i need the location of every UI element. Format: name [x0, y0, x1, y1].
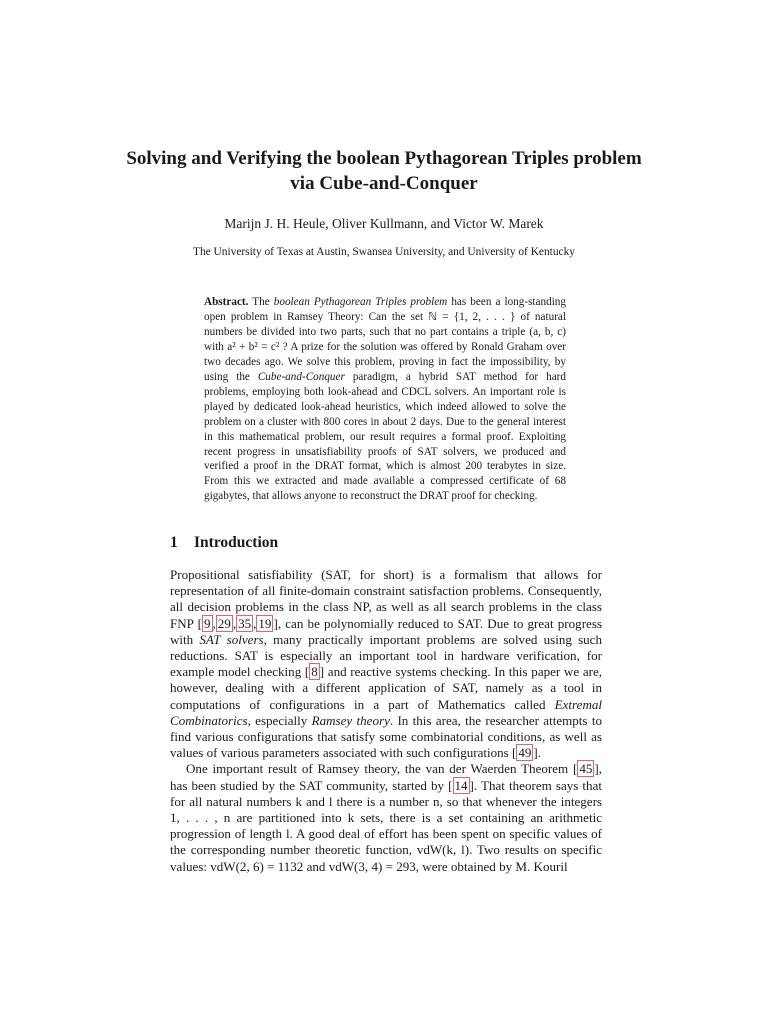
abstract-label: Abstract.: [204, 296, 249, 308]
section-number: 1: [170, 534, 178, 551]
citation-link[interactable]: 35: [238, 615, 252, 631]
citation-link[interactable]: 29: [217, 615, 231, 631]
abstract-emphasis-1: boolean Pythagorean Triples problem: [273, 296, 448, 308]
citation-link[interactable]: 45: [579, 761, 593, 777]
citation-link[interactable]: 14: [454, 777, 468, 793]
abstract: [204, 295, 566, 504]
text-run: .: [537, 745, 542, 761]
text-run: , many practically important problems are solved using such reductions. SAT is especially an important tool in hardware verification, for example model checking: [170, 631, 602, 680]
intro-paragraph-2: One important result of Ramsey theory, the van der Waerden Theorem [ 45 ], has been studied by the SAT community, started by [ 14 ]. That theorem says that for all natural numbers k and l there is a number n, so that whenever the integers 1, . . . , n are partitioned into k sets, there is a set containing an arithmetic progression of length l. A good deal of effort has been spent on specific values of the corresponding number theoretic function, vdW(k, l). Two results on specific values: vdW(2, 6) = 1132 and vdW(3, 4) = 293, were obtained by M. Kouril: [170, 761, 603, 874]
citation-link[interactable]: 9: [203, 615, 211, 631]
intro-paragraph-1: Propositional satisfiability (SAT, for short) is a formalism that allows for representation of all finite-domain constraint satisfaction problems. Consequently, all decision problems in the class NP, as well as all search problems in the class FNP [ 9 , 29 , 35 , 19 ], can be polynomially reduced to SAT. Due to great progress with SAT solvers, many practically important problems are solved using such reductions. SAT is especially an important tool in hardware verification, for example model checking [ 8 ] and reactive systems checking. In this paper we are, however, dealing with a different application of SAT, namely as a tool in computations of configurations in a part of Mathematics called Extremal Combinatorics, especially Ramsey theory. In this area, the researcher attempts to find various configurations that satisfy some combinatorial conditions, as well as values of various parameters associated with such configurations [ 49 ].: [170, 567, 603, 761]
text-run: and reactive systems checking. In this paper we are, however, dealing with a different application of SAT, namely as a tool in computations of configurations in a part of Mathematics called: [170, 664, 603, 712]
section-heading: [170, 534, 278, 552]
text-run: , has been studied by the SAT community, started by: [170, 761, 603, 793]
text-run: , especially: [247, 712, 308, 728]
intro-body: [170, 567, 602, 875]
citation-link[interactable]: 8: [311, 664, 318, 680]
text-run: . That theorem says that for all natural numbers k and l there is a number n, so that whenever the integers 1, . . . , n are partitioned into k sets, there is a set containing an arithmetic progression of length l. A good deal of effort has been spent on specific values of the corresponding number theoretic function, vdW(k, l). Two results on specific values: vdW(2, 6) = 1132 and vdW(3, 4) = 293, were obtained by M. Kouril: [170, 777, 602, 874]
emphasis: Ramsey theory: [311, 712, 390, 728]
abstract-emphasis-2: Cube-and-Conquer: [257, 370, 345, 383]
abstract-text-3: paradigm, a hybrid SAT method for hard problems, employing both look-ahead and CDCL solvers. An important role is played by dedicated look-ahead heuristics, which indeed allowed to solve the problem on a cluster with 800 cores in about 2 days. Due to the general interest in this mathematical problem, our result requires a formal proof. Exploiting recent progress in unsatisfiability proofs of SAT solvers, we produced and verified a proof in the DRAT format, which is almost 200 terabytes in size. From this we extracted and made available a compressed certificate of 68 gigabytes, that allows anyone to reconstruct the DRAT proof for checking.: [204, 370, 566, 503]
abstract-text-2: has been a long-standing open problem in Ramsey Theory: Can the set ℕ = {1, 2, . . . } of natural numbers be divided into two parts, such that no part contains a triple (a, b, c) with a² + b² = c² ? A prize for the solution was offered by Ronald Graham over two decades ago. We solve this problem, proving in fact the impossibility, by using the: [204, 296, 566, 383]
text-run: . In this area, the researcher attempts to find various configurations that satisfy some combinatorial conditions, as well as values of various parameters associated with such configurations: [170, 712, 602, 761]
paper-authors: Marijn J. H. Heule, Oliver Kullmann, and Victor W. Marek: [224, 216, 544, 231]
citation-link[interactable]: 19: [258, 615, 272, 631]
text-run: , can be polynomially reduced to SAT. Due to great progress with: [170, 615, 602, 647]
section-title: Introduction: [194, 534, 279, 551]
citation-link[interactable]: 49: [518, 745, 532, 761]
text-run: One important result of Ramsey theory, the van der Waerden Theorem: [186, 761, 569, 777]
emphasis: Extremal Combinatorics: [170, 696, 603, 728]
abstract-text-1: The: [252, 296, 270, 308]
paper-affiliation: The University of Texas at Austin, Swansea University, and University of Kentucky: [193, 246, 575, 258]
paper-title: Solving and Verifying the boolean Pythagorean Triples problem via Cube-and-Conquer: [126, 148, 642, 194]
text-run: Propositional satisfiability (SAT, for short) is a formalism that allows for representation of all finite-domain constraint satisfaction problems. Consequently, all decision problems in the class NP, as well as all search problems in the class FNP: [170, 567, 602, 631]
emphasis: SAT solvers: [199, 631, 264, 647]
